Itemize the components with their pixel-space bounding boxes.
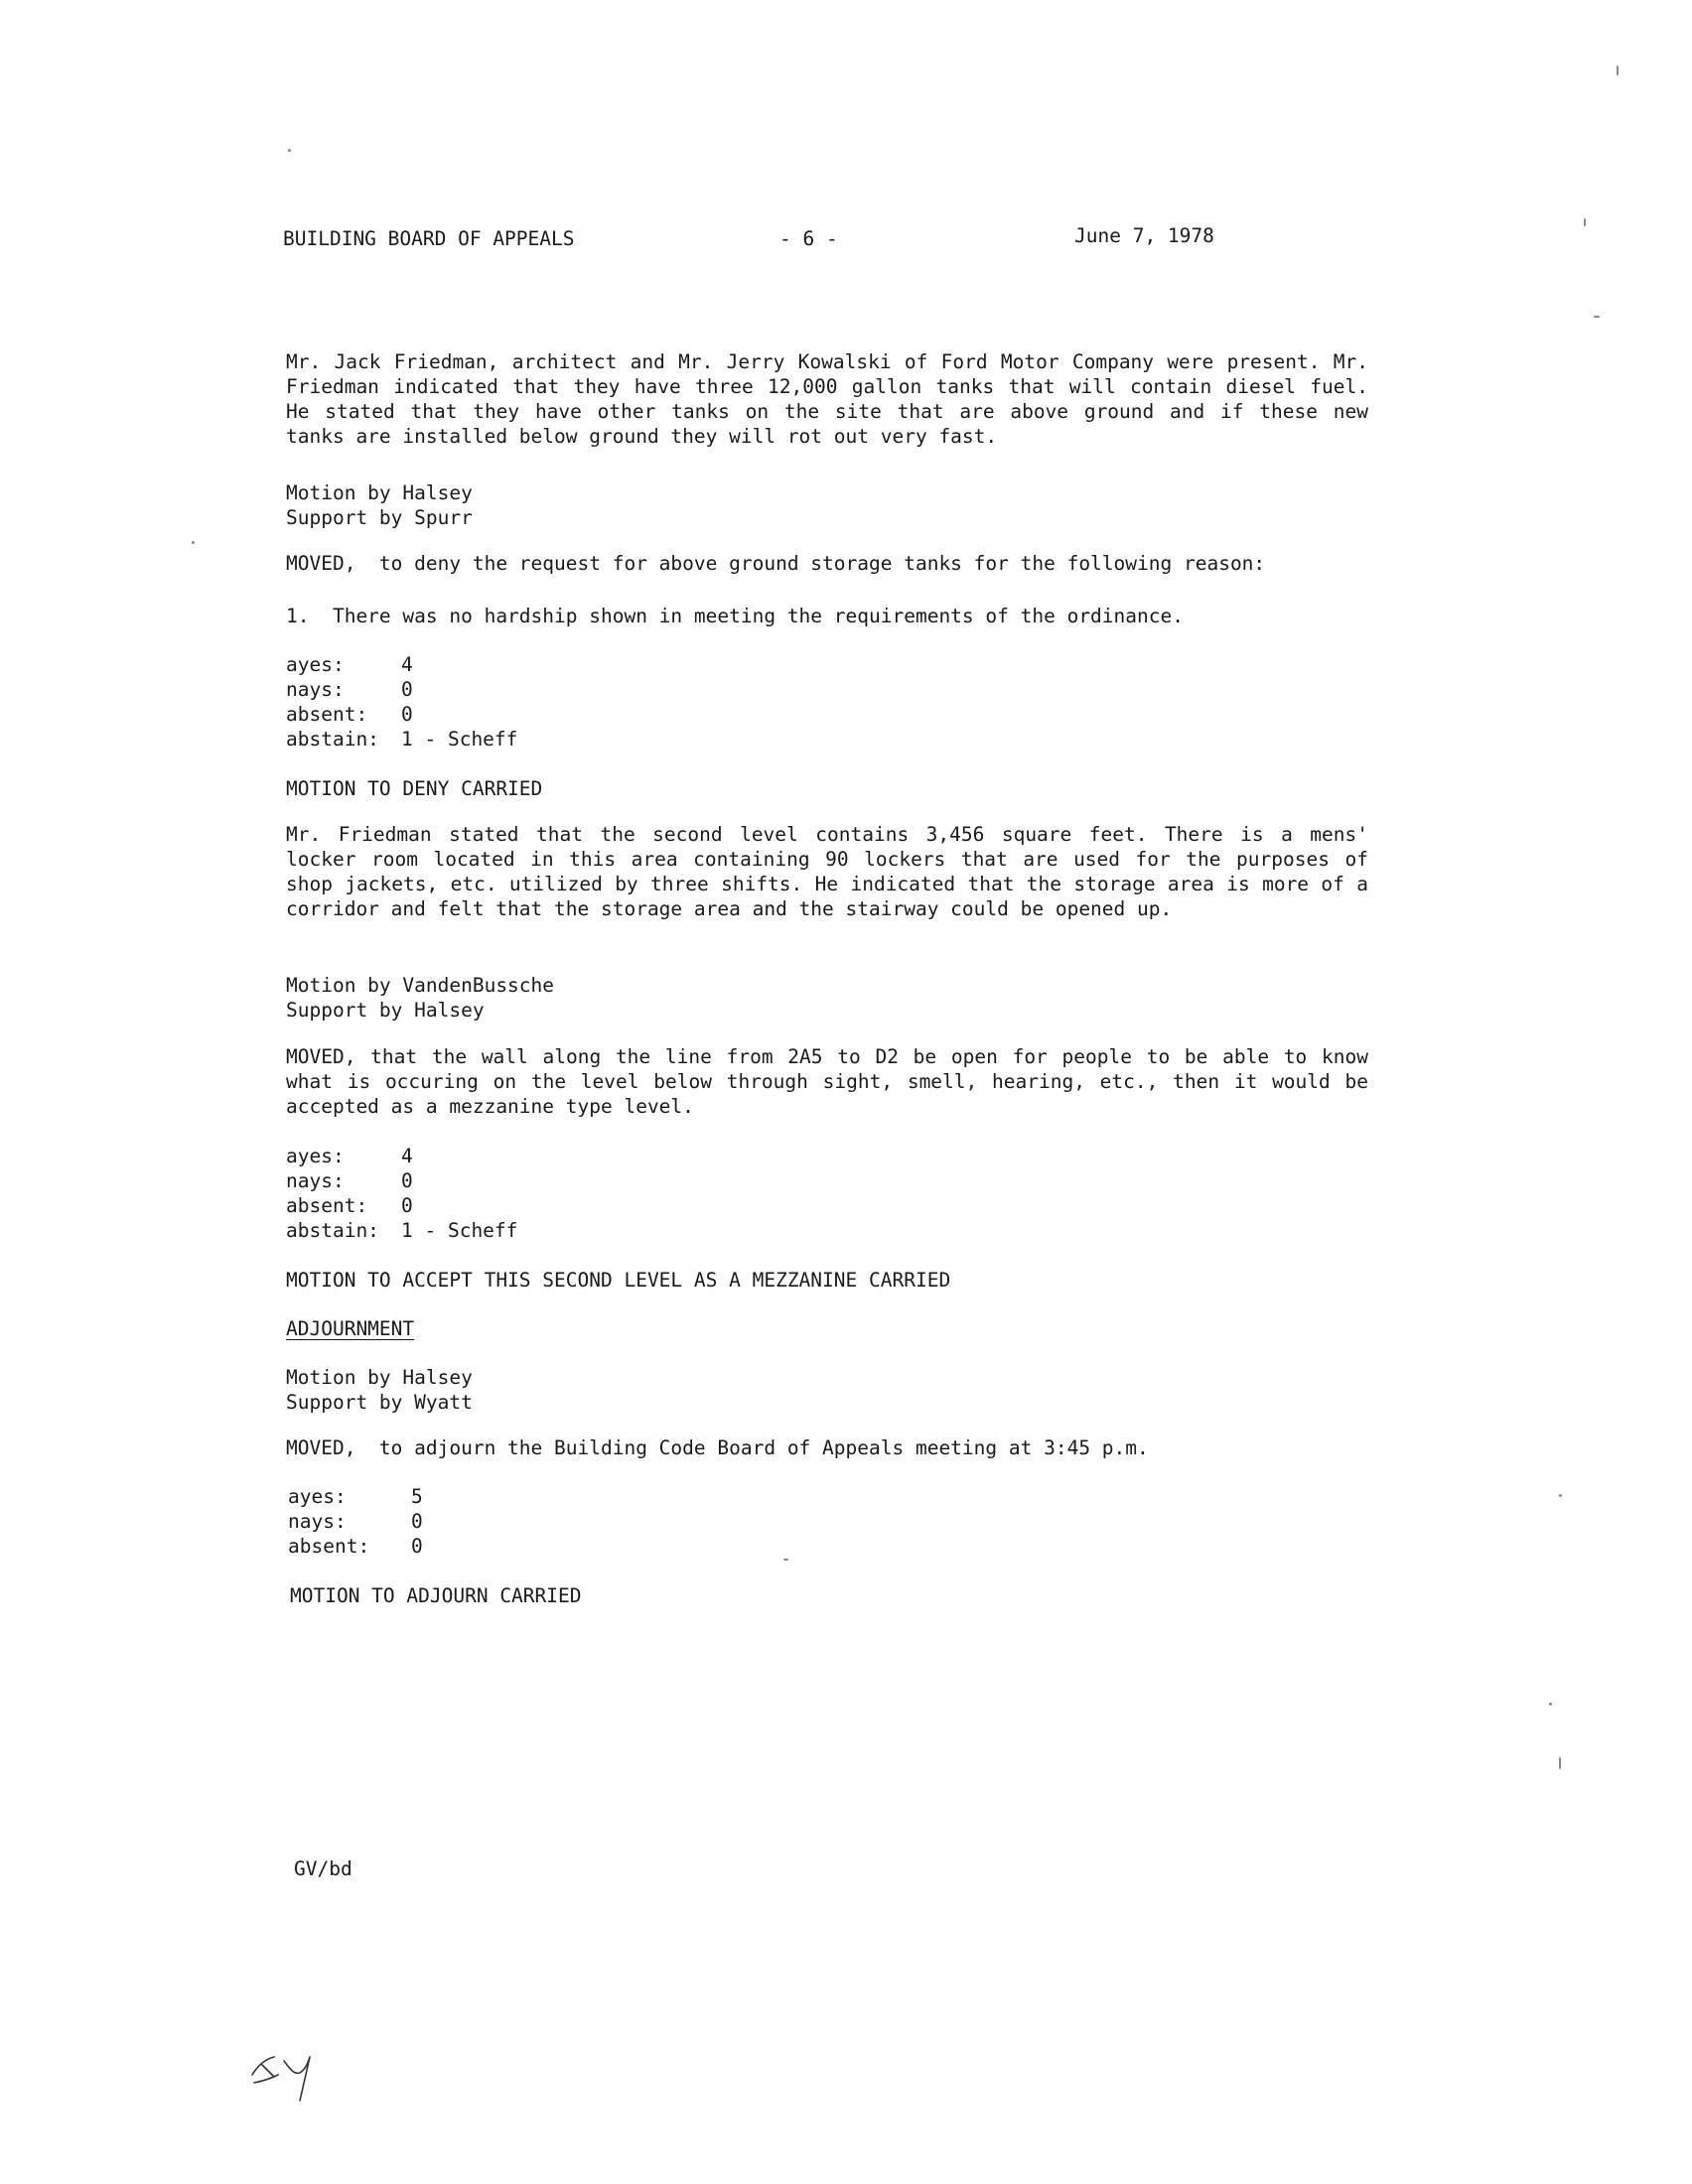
typist-initials: GV/bd — [294, 1857, 352, 1880]
handwritten-initials-signature — [244, 2035, 334, 2105]
vote-row: absent: 0 — [286, 1194, 413, 1217]
header-date: June 7, 1978 — [1074, 224, 1214, 247]
vote-row: absent: 0 — [286, 703, 413, 726]
reason-1: 1. There was no hardship shown in meeting the requirements of the ordinance. — [286, 605, 1184, 627]
motion-result-2: MOTION TO ACCEPT THIS SECOND LEVEL AS A MEZZANINE CARRIED — [286, 1269, 951, 1292]
moved-1: MOVED, to deny the request for above ground storage tanks for the following reason: — [286, 552, 1266, 575]
motion-result-1: MOTION TO DENY CARRIED — [286, 777, 543, 800]
vote-row: absent: 0 — [288, 1535, 423, 1558]
motion-by-2: Motion by VandenBussche — [286, 974, 555, 997]
vote-row: ayes: 5 — [288, 1485, 423, 1508]
vote-row: nays: 0 — [286, 1169, 413, 1192]
vote-row: nays: 0 — [286, 678, 413, 701]
scan-speck — [288, 149, 291, 152]
scan-speck — [1549, 1703, 1552, 1706]
scan-speck — [1617, 66, 1619, 75]
vote-row: ayes: 4 — [286, 1145, 413, 1167]
support-by-1: Support by Spurr — [286, 506, 473, 529]
scan-speck — [192, 541, 195, 544]
support-by-2: Support by Halsey — [286, 999, 485, 1022]
moved-2: MOVED, that the wall along the line from 2A5 to D2 be open for people to be able to know what is occuring on the level below through sight, smell, hearing, etc., then it would be accepted as a mezzanine type level. — [286, 1045, 1380, 1118]
vote-row: abstain: 1 - Scheff — [286, 728, 518, 751]
motion-by-1: Motion by Halsey — [286, 481, 473, 504]
motion-by-3: Motion by Halsey — [286, 1366, 473, 1389]
scan-speck — [1559, 1757, 1561, 1769]
adjournment-heading: ADJOURNMENT — [286, 1317, 415, 1340]
scan-speck — [1559, 1494, 1562, 1497]
paragraph-second-level: Mr. Friedman stated that the second level contains 3,456 square feet. There is a mens' locker room located in this area containing 90 lockers that are used for the purposes of shop jackets, etc. utilized by three shifts. He indicated that the storage area is more of a corridor and felt that the storage area and the stairway could be opened up. — [286, 823, 1380, 920]
vote-row: ayes: 4 — [286, 653, 413, 676]
vote-tally-3 — [288, 1484, 423, 1559]
page-header — [0, 226, 1692, 256]
page-number: - 6 - — [779, 227, 838, 250]
header-board-name: BUILDING BOARD OF APPEALS — [283, 227, 575, 250]
vote-row: nays: 0 — [288, 1510, 423, 1533]
scan-speck — [1594, 316, 1600, 318]
moved-3: MOVED, to adjourn the Building Code Board of Appeals meeting at 3:45 p.m. — [286, 1436, 1149, 1459]
motion-result-3: MOTION TO ADJOURN CARRIED — [290, 1584, 582, 1607]
scan-speck — [1584, 218, 1586, 226]
vote-row: abstain: 1 - Scheff — [286, 1219, 518, 1242]
scan-speck — [783, 1559, 788, 1561]
vote-tally-1 — [286, 652, 517, 751]
vote-tally-2 — [286, 1144, 517, 1243]
support-by-3: Support by Wyatt — [286, 1391, 473, 1414]
paragraph-tanks-discussion: Mr. Jack Friedman, architect and Mr. Jerry Kowalski of Ford Motor Company were present. Mr. Friedman indicated that they have three 12,000 gallon tanks that will contain diesel fuel. He stated that they have other tanks on the site that are above ground and if these new tanks are installed below ground they will rot out very fast. — [286, 350, 1380, 448]
